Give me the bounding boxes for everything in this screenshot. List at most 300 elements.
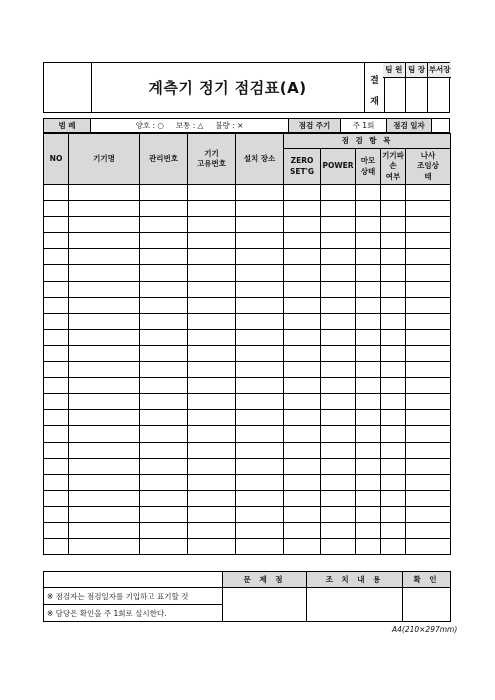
table-cell[interactable]: [236, 522, 284, 538]
legend-row: [43, 118, 450, 133]
table-cell[interactable]: [406, 378, 451, 394]
table-cell[interactable]: [406, 329, 451, 345]
table-cell[interactable]: [284, 474, 321, 490]
table-cell[interactable]: [284, 394, 321, 410]
table-cell[interactable]: [284, 249, 321, 265]
table-cell[interactable]: [69, 426, 140, 442]
table-cell[interactable]: [406, 394, 451, 410]
table-cell[interactable]: [284, 539, 321, 555]
table-cell[interactable]: [321, 313, 356, 329]
table-cell[interactable]: [356, 345, 381, 361]
table-cell[interactable]: [284, 506, 321, 522]
table-cell[interactable]: [356, 313, 381, 329]
table-cell[interactable]: [381, 362, 406, 378]
table-cell[interactable]: [44, 426, 69, 442]
table-cell[interactable]: [406, 233, 451, 249]
table-cell[interactable]: [381, 281, 406, 297]
table-cell[interactable]: [381, 249, 406, 265]
table-cell[interactable]: [188, 281, 236, 297]
table-cell[interactable]: [356, 233, 381, 249]
table-cell[interactable]: [321, 233, 356, 249]
table-cell[interactable]: [140, 217, 188, 233]
table-cell[interactable]: [140, 458, 188, 474]
table-cell[interactable]: [140, 490, 188, 506]
table-cell[interactable]: [284, 345, 321, 361]
table-cell[interactable]: [381, 522, 406, 538]
table-cell[interactable]: [188, 249, 236, 265]
signer-label: 팀 원: [383, 63, 405, 78]
table-cell[interactable]: [356, 201, 381, 217]
footer-note-2: ※ 담당은 확인을 주 1회로 실시한다.: [44, 605, 223, 622]
problem-cell[interactable]: [223, 588, 307, 622]
table-cell[interactable]: [69, 345, 140, 361]
table-cell[interactable]: [381, 426, 406, 442]
table-cell[interactable]: [188, 539, 236, 555]
table-cell[interactable]: [356, 522, 381, 538]
table-cell[interactable]: [69, 217, 140, 233]
table-row: [44, 410, 451, 426]
inspection-table: [43, 133, 451, 555]
table-cell[interactable]: [236, 345, 284, 361]
table-cell[interactable]: [381, 458, 406, 474]
table-cell[interactable]: [381, 474, 406, 490]
col-damage-line3: 여부: [385, 171, 401, 181]
table-cell[interactable]: [284, 185, 321, 201]
table-cell[interactable]: [140, 233, 188, 249]
table-cell[interactable]: [356, 378, 381, 394]
table-cell[interactable]: [236, 217, 284, 233]
table-cell[interactable]: [406, 362, 451, 378]
table-cell[interactable]: [44, 458, 69, 474]
table-cell[interactable]: [321, 442, 356, 458]
table-cell[interactable]: [69, 506, 140, 522]
table-row: [44, 522, 451, 538]
table-cell[interactable]: [406, 426, 451, 442]
table-cell[interactable]: [284, 378, 321, 394]
approval-label-bottom: 재: [370, 97, 379, 107]
table-cell[interactable]: [140, 281, 188, 297]
table-cell[interactable]: [406, 201, 451, 217]
table-cell[interactable]: [406, 442, 451, 458]
table-cell[interactable]: [236, 185, 284, 201]
table-cell[interactable]: [356, 362, 381, 378]
table-cell[interactable]: [188, 474, 236, 490]
table-cell[interactable]: [140, 249, 188, 265]
table-row: [44, 362, 451, 378]
table-cell[interactable]: [406, 281, 451, 297]
table-cell[interactable]: [188, 329, 236, 345]
table-cell[interactable]: [236, 426, 284, 442]
table-cell[interactable]: [284, 281, 321, 297]
table-cell[interactable]: [284, 233, 321, 249]
table-cell[interactable]: [321, 539, 356, 555]
col-damage: [381, 149, 406, 185]
table-cell[interactable]: [381, 539, 406, 555]
table-cell[interactable]: [381, 185, 406, 201]
col-screw-line1: 나사: [420, 151, 436, 161]
table-cell[interactable]: [381, 217, 406, 233]
col-damage-line1: 기기파: [382, 151, 404, 161]
table-cell[interactable]: [321, 201, 356, 217]
table-cell[interactable]: [69, 329, 140, 345]
table-cell[interactable]: [321, 474, 356, 490]
cycle-value: 주 1회: [341, 119, 387, 132]
table-cell[interactable]: [356, 539, 381, 555]
table-cell[interactable]: [356, 297, 381, 313]
form-title: 계측기 정기 점검표(A): [148, 79, 307, 97]
table-cell[interactable]: [321, 522, 356, 538]
table-cell[interactable]: [321, 394, 356, 410]
table-cell[interactable]: [188, 378, 236, 394]
table-cell[interactable]: [69, 394, 140, 410]
action-cell[interactable]: [307, 588, 403, 622]
table-cell[interactable]: [69, 185, 140, 201]
table-cell[interactable]: [356, 506, 381, 522]
table-cell[interactable]: [321, 217, 356, 233]
table-cell[interactable]: [381, 442, 406, 458]
table-cell[interactable]: [356, 394, 381, 410]
table-cell[interactable]: [44, 201, 69, 217]
table-cell[interactable]: [406, 249, 451, 265]
table-cell[interactable]: [188, 313, 236, 329]
table-cell[interactable]: [321, 249, 356, 265]
table-cell[interactable]: [321, 281, 356, 297]
table-cell[interactable]: [140, 185, 188, 201]
table-row: [44, 539, 451, 555]
col-unique-no-line2: 고유번호: [197, 159, 226, 168]
table-cell[interactable]: [236, 394, 284, 410]
table-cell[interactable]: [188, 410, 236, 426]
table-cell[interactable]: [284, 313, 321, 329]
table-cell[interactable]: [406, 313, 451, 329]
table-cell[interactable]: [140, 410, 188, 426]
table-cell[interactable]: [381, 345, 406, 361]
approval-label: [364, 63, 385, 112]
col-screw-line2: 조임상: [417, 161, 439, 171]
table-cell[interactable]: [188, 217, 236, 233]
table-row: [44, 474, 451, 490]
table-cell[interactable]: [356, 458, 381, 474]
table-cell[interactable]: [44, 378, 69, 394]
table-cell[interactable]: [188, 297, 236, 313]
table-cell[interactable]: [236, 490, 284, 506]
table-cell[interactable]: [356, 410, 381, 426]
footer-table: [43, 571, 451, 622]
table-row: [44, 201, 451, 217]
table-cell[interactable]: [188, 185, 236, 201]
table-cell[interactable]: [188, 362, 236, 378]
date-value[interactable]: [432, 119, 451, 132]
table-cell[interactable]: [140, 522, 188, 538]
table-cell[interactable]: [236, 362, 284, 378]
table-cell[interactable]: [236, 297, 284, 313]
table-cell[interactable]: [236, 249, 284, 265]
table-cell[interactable]: [69, 490, 140, 506]
table-cell[interactable]: [381, 265, 406, 281]
table-cell[interactable]: [284, 201, 321, 217]
table-cell[interactable]: [356, 217, 381, 233]
table-cell[interactable]: [140, 201, 188, 217]
col-device-name: 기기명: [69, 134, 140, 185]
table-cell[interactable]: [381, 410, 406, 426]
signer-team-member: [383, 63, 406, 112]
table-cell[interactable]: [406, 474, 451, 490]
table-cell[interactable]: [236, 378, 284, 394]
table-cell[interactable]: [284, 490, 321, 506]
table-cell[interactable]: [284, 442, 321, 458]
table-cell[interactable]: [356, 281, 381, 297]
table-cell[interactable]: [44, 539, 69, 555]
table-cell[interactable]: [44, 362, 69, 378]
table-cell[interactable]: [236, 329, 284, 345]
col-unique-no-line1: 기기: [204, 148, 219, 158]
table-cell[interactable]: [406, 217, 451, 233]
table-cell[interactable]: [188, 201, 236, 217]
legend-label: 범 례: [44, 119, 91, 132]
table-cell[interactable]: [44, 217, 69, 233]
table-cell[interactable]: [44, 490, 69, 506]
table-cell[interactable]: [44, 249, 69, 265]
table-row: [44, 394, 451, 410]
table-cell[interactable]: [321, 506, 356, 522]
table-cell[interactable]: [284, 426, 321, 442]
table-cell[interactable]: [69, 233, 140, 249]
table-cell[interactable]: [140, 378, 188, 394]
table-cell[interactable]: [44, 522, 69, 538]
table-row: [44, 185, 451, 201]
table-cell[interactable]: [406, 539, 451, 555]
table-cell[interactable]: [188, 426, 236, 442]
table-cell[interactable]: [406, 265, 451, 281]
legend-values: 양호 : ○ 보통 : △ 불량 : ×: [91, 119, 289, 132]
table-cell[interactable]: [140, 265, 188, 281]
table-cell[interactable]: [236, 410, 284, 426]
signature-cells: [383, 63, 451, 112]
table-row: [44, 329, 451, 345]
table-cell[interactable]: [356, 329, 381, 345]
table-cell[interactable]: [44, 313, 69, 329]
table-cell[interactable]: [356, 426, 381, 442]
table-cell[interactable]: [284, 217, 321, 233]
table-cell[interactable]: [381, 313, 406, 329]
table-cell[interactable]: [69, 442, 140, 458]
footer-note-1: ※ 점검자는 점검일자를 기입하고 표기할 것: [44, 588, 223, 605]
table-cell[interactable]: [188, 458, 236, 474]
table-cell[interactable]: [321, 458, 356, 474]
table-cell[interactable]: [406, 410, 451, 426]
table-cell[interactable]: [356, 265, 381, 281]
table-cell[interactable]: [381, 201, 406, 217]
table-cell[interactable]: [321, 426, 356, 442]
table-cell[interactable]: [236, 506, 284, 522]
table-cell[interactable]: [69, 249, 140, 265]
table-cell[interactable]: [236, 313, 284, 329]
problem-header: 문 제 점: [223, 572, 307, 588]
table-cell[interactable]: [44, 233, 69, 249]
table-row: [44, 458, 451, 474]
table-cell[interactable]: [284, 265, 321, 281]
table-cell[interactable]: [284, 329, 321, 345]
table-cell[interactable]: [140, 313, 188, 329]
table-cell[interactable]: [236, 458, 284, 474]
table-row: [44, 281, 451, 297]
table-cell[interactable]: [284, 362, 321, 378]
table-cell[interactable]: [321, 265, 356, 281]
approval-label-top: 결: [370, 76, 379, 86]
confirm-header: 확 인: [403, 572, 451, 588]
table-cell[interactable]: [236, 539, 284, 555]
table-cell[interactable]: [284, 458, 321, 474]
table-cell[interactable]: [406, 506, 451, 522]
table-cell[interactable]: [381, 490, 406, 506]
confirm-cell[interactable]: [403, 588, 451, 622]
table-cell[interactable]: [69, 522, 140, 538]
table-cell[interactable]: [321, 490, 356, 506]
table-cell[interactable]: [44, 442, 69, 458]
table-cell[interactable]: [321, 329, 356, 345]
table-cell[interactable]: [236, 281, 284, 297]
table-cell[interactable]: [284, 522, 321, 538]
table-row: [44, 442, 451, 458]
table-cell[interactable]: [188, 490, 236, 506]
table-cell[interactable]: [284, 410, 321, 426]
table-cell[interactable]: [188, 506, 236, 522]
table-cell[interactable]: [188, 442, 236, 458]
table-cell[interactable]: [140, 297, 188, 313]
table-cell[interactable]: [69, 297, 140, 313]
col-mgmt-no: 관리번호: [140, 134, 188, 185]
col-location: 설치 장소: [236, 134, 284, 185]
cycle-label: 점검 주기: [289, 119, 341, 132]
paper-size-label: A4(210×297mm): [392, 625, 458, 634]
table-cell[interactable]: [356, 185, 381, 201]
table-cell[interactable]: [44, 297, 69, 313]
table-cell[interactable]: [236, 442, 284, 458]
table-cell[interactable]: [69, 281, 140, 297]
col-wear-line1: 마모: [360, 156, 376, 166]
table-row: [44, 378, 451, 394]
table-cell[interactable]: [69, 313, 140, 329]
table-cell[interactable]: [140, 506, 188, 522]
table-cell[interactable]: [236, 474, 284, 490]
logo-box: [44, 63, 92, 112]
table-cell[interactable]: [321, 410, 356, 426]
table-cell[interactable]: [356, 442, 381, 458]
table-cell[interactable]: [381, 506, 406, 522]
table-cell[interactable]: [140, 394, 188, 410]
table-cell[interactable]: [188, 522, 236, 538]
table-cell[interactable]: [140, 539, 188, 555]
table-cell[interactable]: [69, 265, 140, 281]
table-cell[interactable]: [381, 394, 406, 410]
table-cell[interactable]: [406, 490, 451, 506]
table-cell[interactable]: [69, 201, 140, 217]
table-row: [44, 249, 451, 265]
table-cell[interactable]: [140, 362, 188, 378]
col-unique-no: [188, 134, 236, 185]
table-cell[interactable]: [188, 345, 236, 361]
table-cell[interactable]: [381, 233, 406, 249]
table-cell[interactable]: [321, 297, 356, 313]
table-cell[interactable]: [236, 201, 284, 217]
table-cell[interactable]: [44, 265, 69, 281]
table-cell[interactable]: [44, 185, 69, 201]
table-cell[interactable]: [356, 249, 381, 265]
table-cell[interactable]: [321, 185, 356, 201]
col-zero-line1: ZERO: [290, 156, 314, 166]
table-cell[interactable]: [69, 458, 140, 474]
form-header: [43, 62, 450, 113]
col-power: POWER: [321, 149, 356, 185]
table-cell[interactable]: [188, 265, 236, 281]
table-cell[interactable]: [140, 426, 188, 442]
table-cell[interactable]: [44, 345, 69, 361]
table-cell[interactable]: [69, 539, 140, 555]
table-cell[interactable]: [140, 329, 188, 345]
table-cell[interactable]: [69, 362, 140, 378]
table-row: [44, 233, 451, 249]
signer-dept-head: [428, 63, 451, 112]
table-cell[interactable]: [44, 329, 69, 345]
col-wear-line2: 상태: [360, 166, 376, 176]
table-cell[interactable]: [321, 362, 356, 378]
table-cell[interactable]: [321, 345, 356, 361]
table-cell[interactable]: [406, 185, 451, 201]
table-cell[interactable]: [44, 506, 69, 522]
table-cell[interactable]: [236, 233, 284, 249]
table-cell[interactable]: [140, 442, 188, 458]
group-header-inspection-items: 점 검 항 목: [284, 134, 451, 149]
table-cell[interactable]: [406, 522, 451, 538]
table-cell[interactable]: [44, 474, 69, 490]
table-cell[interactable]: [381, 297, 406, 313]
table-cell[interactable]: [140, 474, 188, 490]
table-row: [44, 217, 451, 233]
table-cell[interactable]: [44, 281, 69, 297]
table-cell[interactable]: [188, 394, 236, 410]
table-cell[interactable]: [406, 297, 451, 313]
table-cell[interactable]: [406, 458, 451, 474]
col-screw-line3: 태: [424, 171, 432, 181]
table-cell[interactable]: [356, 474, 381, 490]
table-cell[interactable]: [381, 329, 406, 345]
table-cell[interactable]: [188, 233, 236, 249]
table-cell[interactable]: [140, 345, 188, 361]
table-cell[interactable]: [381, 378, 406, 394]
table-cell[interactable]: [44, 394, 69, 410]
col-damage-line2: 손: [389, 161, 397, 171]
col-screw: [406, 149, 451, 185]
table-row: [44, 426, 451, 442]
table-row: [44, 265, 451, 281]
table-cell[interactable]: [284, 297, 321, 313]
table-cell[interactable]: [44, 410, 69, 426]
table-cell[interactable]: [69, 410, 140, 426]
table-cell[interactable]: [406, 345, 451, 361]
table-row: [44, 490, 451, 506]
table-row: [44, 297, 451, 313]
table-cell[interactable]: [236, 265, 284, 281]
table-body: [44, 185, 451, 555]
table-cell[interactable]: [69, 474, 140, 490]
table-row: [44, 506, 451, 522]
footer-blank: [44, 572, 223, 588]
table-cell[interactable]: [356, 490, 381, 506]
table-cell[interactable]: [321, 378, 356, 394]
signer-team-leader: [406, 63, 429, 112]
table-row: [44, 345, 451, 361]
table-cell[interactable]: [69, 378, 140, 394]
